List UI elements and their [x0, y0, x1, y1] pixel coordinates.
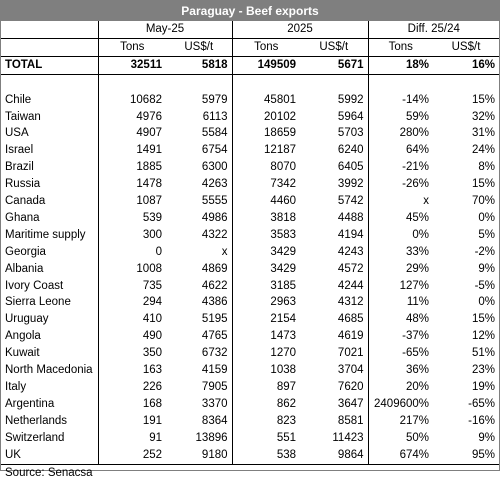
table-cell: 3429	[232, 261, 300, 278]
table-row	[1, 345, 499, 362]
table-cell: 16%	[433, 56, 499, 74]
table-cell: 350	[98, 345, 166, 362]
table-cell: 7620	[337, 381, 364, 394]
table-cell: 3647	[337, 397, 364, 410]
table-cell: 6240	[337, 144, 364, 157]
table-row	[1, 176, 499, 193]
table-cell: 294	[98, 294, 166, 311]
table-row	[1, 159, 499, 176]
table-cell: 4460	[232, 193, 300, 210]
table-cell: 50%	[368, 430, 433, 447]
table-cell: 4869	[201, 262, 228, 275]
table-row	[1, 447, 499, 464]
country-label: Russia	[5, 178, 41, 191]
country-label: Israel	[5, 144, 34, 157]
country-label: Albania	[5, 262, 44, 275]
table-cell: 48%	[368, 311, 433, 328]
column-header: Tons	[232, 38, 300, 56]
group-header-row	[1, 21, 499, 38]
country-label: Italy	[5, 381, 27, 394]
table-cell: 15%	[471, 178, 496, 191]
table-row	[1, 379, 499, 396]
table-row	[1, 92, 499, 109]
table-cell: -65%	[468, 397, 496, 410]
table-row	[1, 210, 499, 227]
table-cell: 168	[98, 396, 166, 413]
table-cell: 1038	[232, 362, 300, 379]
column-header: Tons	[368, 38, 433, 56]
table-cell: 4976	[98, 109, 166, 126]
column-header-row	[1, 38, 499, 56]
table-cell: 4622	[201, 279, 228, 292]
table-cell: 539	[98, 210, 166, 227]
country-label: Uruguay	[5, 313, 49, 326]
country-label: UK	[1, 447, 98, 464]
table-cell: 2963	[232, 294, 300, 311]
table-cell: 300	[98, 227, 166, 244]
table-cell: 95%	[433, 447, 499, 464]
column-header: US$/t	[300, 38, 368, 56]
table-cell: x	[368, 193, 433, 210]
table-cell: 4263	[201, 178, 228, 191]
table-row	[1, 278, 499, 295]
column-header: Tons	[98, 38, 166, 56]
table-cell: 226	[98, 379, 166, 396]
table-cell: 4386	[201, 296, 228, 309]
total-label: TOTAL	[1, 56, 98, 74]
table-cell: 64%	[368, 142, 433, 159]
table-cell: 15%	[471, 93, 496, 106]
table-row	[1, 109, 499, 126]
table-cell: 23%	[471, 364, 496, 377]
table-cell: -26%	[368, 176, 433, 193]
table-cell: 1885	[98, 159, 166, 176]
table-cell: 674%	[368, 447, 433, 464]
table-cell: 4488	[337, 211, 364, 224]
group-header-may25: May-25	[98, 21, 232, 38]
table-cell: 59%	[368, 109, 433, 126]
country-label: Netherlands	[5, 414, 68, 427]
table-cell: 11423	[332, 431, 364, 444]
country-label: Georgia	[5, 245, 46, 258]
table-cell: 5%	[478, 228, 496, 241]
exports-table	[1, 21, 499, 465]
table-cell: 0%	[478, 211, 496, 224]
table-cell: 32511	[98, 56, 166, 74]
table-cell: 91	[98, 430, 166, 447]
table-cell: 20%	[368, 379, 433, 396]
table-cell: 3185	[232, 278, 300, 295]
table-cell: 1008	[98, 261, 166, 278]
table-cell: 4572	[337, 262, 364, 275]
country-label: Chile	[5, 93, 32, 106]
table-cell: 4322	[201, 228, 228, 241]
table-cell: 7021	[337, 347, 364, 360]
table-cell: 5703	[337, 127, 364, 140]
table-cell: 70%	[471, 195, 496, 208]
table-cell: 1087	[98, 193, 166, 210]
table-cell: 8364	[201, 414, 228, 427]
table-cell: 6732	[201, 347, 228, 360]
column-header: US$/t	[166, 38, 232, 56]
table-cell: 4243	[337, 245, 364, 258]
table-cell: 5584	[201, 127, 228, 140]
table-cell: 31%	[471, 127, 496, 140]
table-cell: 127%	[368, 278, 433, 295]
table-cell: 8070	[232, 159, 300, 176]
country-label: Ivory Coast	[5, 279, 64, 292]
table-cell: 5671	[300, 56, 368, 74]
table-cell: -16%	[468, 414, 496, 427]
table-row	[1, 328, 499, 345]
table-cell: 5742	[337, 195, 364, 208]
table-cell: 5195	[201, 313, 228, 326]
table-cell: 4765	[201, 330, 228, 343]
table-row	[1, 430, 499, 447]
table-cell: -21%	[368, 159, 433, 176]
table-row	[1, 125, 499, 142]
table-cell: 8%	[478, 161, 496, 174]
table-cell: 33%	[368, 244, 433, 261]
table-cell: 3992	[337, 178, 364, 191]
table-cell: 5992	[337, 93, 364, 106]
table-cell: 3429	[232, 244, 300, 261]
table-cell: 51%	[471, 347, 496, 360]
table-cell: 19%	[471, 381, 496, 394]
table-cell: 280%	[368, 125, 433, 142]
table-row	[1, 193, 499, 210]
table-cell: 10682	[98, 92, 166, 109]
table-cell: 191	[98, 413, 166, 430]
table-cell: 11%	[368, 294, 433, 311]
table-cell: 18659	[232, 125, 300, 142]
table-cell: -5%	[474, 279, 496, 292]
corner-cell	[1, 21, 98, 38]
table-cell: 5818	[166, 56, 232, 74]
table-row	[1, 413, 499, 430]
country-label: Argentina	[5, 397, 55, 410]
corner-cell	[1, 38, 98, 56]
table-cell: 3704	[337, 364, 364, 377]
country-label: Canada	[5, 195, 46, 208]
table-row	[1, 396, 499, 413]
table-cell: 149509	[232, 56, 300, 74]
table-row	[1, 244, 499, 261]
country-label: North Macedonia	[5, 364, 93, 377]
table-cell: 1491	[98, 142, 166, 159]
table-cell: 7905	[201, 381, 228, 394]
table-title: Paraguay - Beef exports	[1, 1, 499, 21]
table-cell: 4194	[337, 228, 364, 241]
table-cell: 3370	[201, 397, 228, 410]
table-cell: x	[221, 245, 228, 258]
table-cell: 538	[232, 447, 300, 464]
column-header: US$/t	[433, 38, 499, 56]
table-cell: 4244	[337, 279, 364, 292]
table-row	[1, 227, 499, 244]
table-cell: -2%	[474, 245, 496, 258]
country-label: Ghana	[5, 211, 40, 224]
country-label: Maritime supply	[5, 228, 86, 241]
country-label: Brazil	[5, 161, 34, 174]
table-cell: 3583	[232, 227, 300, 244]
table-cell: 0	[98, 244, 166, 261]
table-cell: 36%	[368, 362, 433, 379]
table-cell: 735	[98, 278, 166, 295]
table-cell: 5555	[201, 195, 228, 208]
table-cell: 6405	[337, 161, 364, 174]
table-cell: 6300	[201, 161, 228, 174]
spacer-row	[1, 74, 499, 91]
table-cell: 15%	[471, 313, 496, 326]
table-cell: -14%	[368, 92, 433, 109]
table-cell: 13896	[195, 431, 228, 444]
table-row	[1, 311, 499, 328]
table-cell: 0%	[368, 227, 433, 244]
table-cell: 32%	[471, 110, 496, 123]
table-cell: 18%	[368, 56, 433, 74]
table-cell: -37%	[368, 328, 433, 345]
table-cell: 45801	[232, 92, 300, 109]
table-cell: 9180	[166, 447, 232, 464]
table-cell: 20102	[232, 109, 300, 126]
table-row	[1, 362, 499, 379]
table-cell: 1478	[98, 176, 166, 193]
table-cell: 9864	[300, 447, 368, 464]
table-cell: 6113	[202, 110, 228, 123]
table-cell: 490	[98, 328, 166, 345]
table-row	[1, 142, 499, 159]
table-cell: 3818	[232, 210, 300, 227]
table-cell: 5964	[337, 110, 364, 123]
table-cell: 9%	[478, 262, 496, 275]
table-cell: 1270	[232, 345, 300, 362]
table-cell: 862	[232, 396, 300, 413]
group-header-diff: Diff. 25/24	[368, 21, 499, 38]
table-cell: 7342	[232, 176, 300, 193]
table-cell: 4907	[98, 125, 166, 142]
table-cell: 45%	[368, 210, 433, 227]
table-cell: 4685	[337, 313, 364, 326]
table-cell: 5979	[201, 93, 228, 106]
table-cell: 163	[98, 362, 166, 379]
total-row	[1, 56, 499, 74]
table-row	[1, 261, 499, 278]
table-cell: 12187	[232, 142, 300, 159]
table-cell: 2154	[232, 311, 300, 328]
table-cell: 0%	[478, 296, 496, 309]
table-cell: 410	[98, 311, 166, 328]
country-label: Sierra Leone	[5, 296, 71, 309]
table-cell: 12%	[471, 330, 496, 343]
table-cell: 9%	[478, 431, 496, 444]
table-cell: 24%	[471, 144, 496, 157]
source-note: Source: Senacsa	[5, 466, 93, 479]
group-header-2025: 2025	[232, 21, 368, 38]
table-cell: 551	[232, 430, 300, 447]
table-row	[1, 294, 499, 311]
table-cell: 1473	[232, 328, 300, 345]
table-cell: 217%	[368, 413, 433, 430]
country-label: Taiwan	[5, 110, 41, 123]
table-cell: 823	[232, 413, 300, 430]
table-cell: 4986	[201, 211, 228, 224]
table-cell: 4159	[201, 364, 228, 377]
table-cell: 4312	[337, 296, 364, 309]
table-cell: 8581	[337, 414, 364, 427]
table-cell: 252	[98, 447, 166, 464]
table-cell: 4619	[337, 330, 364, 343]
country-label: Angola	[5, 330, 41, 343]
table-cell: 6754	[201, 144, 228, 157]
table-cell: 897	[232, 379, 300, 396]
country-label: Kuwait	[5, 347, 40, 360]
table-cell: 29%	[368, 261, 433, 278]
table-cell: -65%	[368, 345, 433, 362]
country-label: Switzerland	[5, 431, 65, 444]
country-label: USA	[5, 127, 29, 140]
table-cell: 2409600%	[368, 396, 433, 413]
